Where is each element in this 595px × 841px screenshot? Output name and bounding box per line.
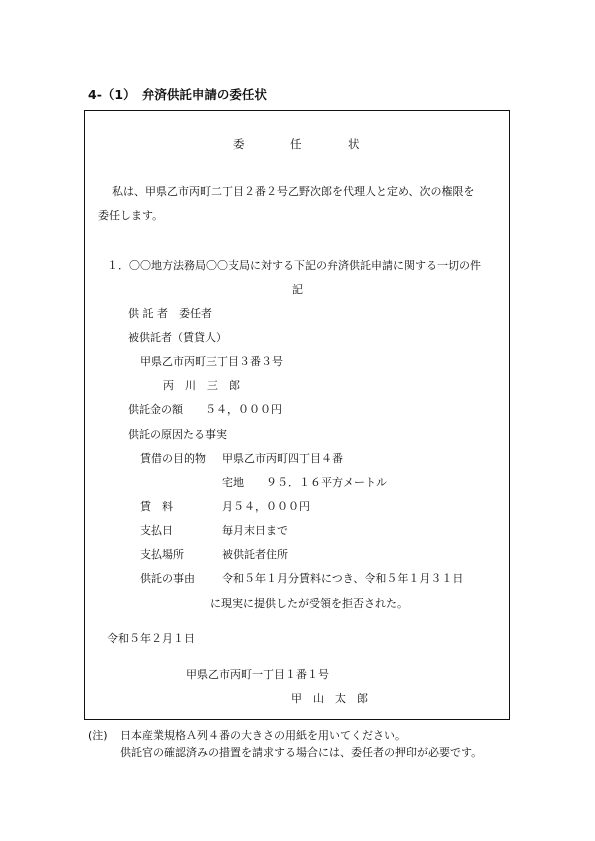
object-label: 賃借の目的物 xyxy=(140,452,206,465)
reason-value-1: 令和５年１月分賃料につき、令和５年１月３１日 xyxy=(222,572,464,585)
rent-label: 賃 料 xyxy=(140,500,173,513)
reason-value-2: に現実に提供したが受領を拒否された。 xyxy=(210,597,408,610)
payday-value: 毎月末日まで xyxy=(222,524,288,537)
intro-line-2: 委任します。 xyxy=(98,209,164,222)
delegator-name: 甲 山 太 郎 xyxy=(291,692,368,705)
deposit-amount: 供託金の額 ５４，０００円 xyxy=(128,403,282,416)
intro-line-1: 私は、甲県乙市丙町二丁目２番２号乙野次郎を代理人と定め、次の権限を xyxy=(112,185,475,198)
rent-value: 月５４，０００円 xyxy=(222,500,310,513)
object-value-1: 甲県乙市丙町四丁目４番 xyxy=(222,452,343,465)
title-char-2: 任 xyxy=(290,137,302,151)
notes-line-2: 供託官の確認済みの措置を請求する場合には、委任者の押印が必要です。 xyxy=(120,746,483,759)
notes-line-1: 日本産業規格Ａ列４番の大きさの用紙を用いてください。 xyxy=(120,729,406,742)
notes-label: (注) xyxy=(88,729,108,742)
title-char-3: 状 xyxy=(348,137,360,151)
document-date: 令和５年２月１日 xyxy=(107,632,195,645)
item-1: １．〇〇地方法務局〇〇支局に対する下記の弁済供託申請に関する一切の件 xyxy=(107,259,481,272)
title-char-1: 委 xyxy=(233,137,245,151)
delegator-address: 甲県乙市丙町一丁目１番１号 xyxy=(186,668,329,681)
ki-heading: 記 xyxy=(292,283,303,296)
depositor-line: 供 託 者 委任者 xyxy=(128,307,212,320)
depositee-address: 甲県乙市丙町三丁目３番３号 xyxy=(140,355,283,368)
cause-label: 供託の原因たる事実 xyxy=(128,428,227,441)
depositee-label: 被供託者（賃貸人） xyxy=(128,331,227,344)
reason-label: 供託の事由 xyxy=(140,572,195,585)
payday-label: 支払日 xyxy=(140,524,173,537)
page-heading: 4-（1） 弁済供託申請の委任状 xyxy=(88,87,267,102)
depositee-name: 丙 川 三 郎 xyxy=(163,379,240,392)
place-value: 被供託者住所 xyxy=(222,548,288,561)
object-value-2: 宅地 ９５．１６平方メートル xyxy=(222,476,387,489)
place-label: 支払場所 xyxy=(140,548,184,561)
